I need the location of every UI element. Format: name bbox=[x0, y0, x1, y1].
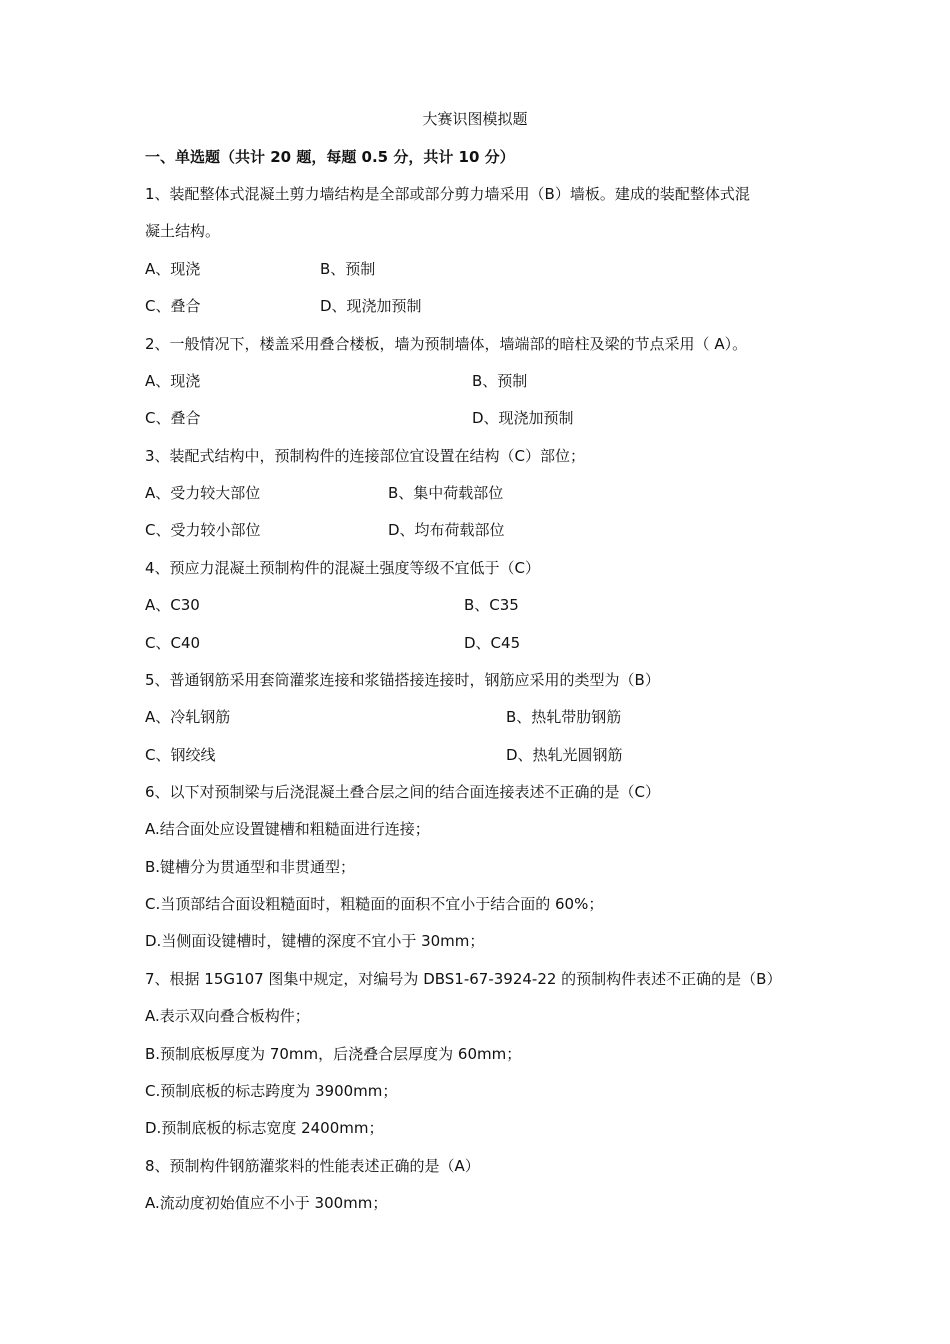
question-7-option-a: A.表示双向叠合板构件； bbox=[145, 1007, 310, 1025]
question-3-stem: 3、装配式结构中，预制构件的连接部位宜设置在结构（C）部位； bbox=[145, 447, 586, 465]
question-2-stem: 2、一般情况下，楼盖采用叠合楼板，墙为预制墙体，墙端部的暗柱及梁的节点采用（ A）。 bbox=[145, 335, 748, 353]
question-1-option-a: A、现浇 bbox=[145, 260, 201, 278]
question-1-stem-line2: 凝土结构。 bbox=[145, 222, 221, 240]
question-2-option-d: D、现浇加预制 bbox=[472, 409, 574, 427]
question-8-stem: 8、预制构件钢筋灌浆料的性能表述正确的是（A） bbox=[145, 1157, 480, 1175]
question-1-option-c: C、叠合 bbox=[145, 297, 201, 315]
question-1-option-b: B、预制 bbox=[320, 260, 376, 278]
question-3-option-c: C、受力较小部位 bbox=[145, 521, 261, 539]
question-5-option-d: D、热轧光圆钢筋 bbox=[506, 746, 623, 764]
question-4-option-d: D、C45 bbox=[464, 634, 521, 652]
question-6-option-c: C.当顶部结合面设粗糙面时，粗糙面的面积不宜小于结合面的 60%； bbox=[145, 895, 604, 913]
question-4-option-a: A、C30 bbox=[145, 596, 200, 614]
question-7-option-b: B.预制底板厚度为 70mm，后浇叠合层厚度为 60mm； bbox=[145, 1045, 522, 1063]
question-6-option-a: A.结合面处应设置键槽和粗糙面进行连接； bbox=[145, 820, 430, 838]
question-7-option-c: C.预制底板的标志跨度为 3900mm； bbox=[145, 1082, 398, 1100]
question-5-stem: 5、普通钢筋采用套筒灌浆连接和浆锚搭接连接时，钢筋应采用的类型为（B） bbox=[145, 671, 660, 689]
question-6-option-d: D.当侧面设键槽时，键槽的深度不宜小于 30mm； bbox=[145, 932, 485, 950]
question-6-stem: 6、以下对预制梁与后浇混凝土叠合层之间的结合面连接表述不正确的是（C） bbox=[145, 783, 661, 801]
question-2-option-a: A、现浇 bbox=[145, 372, 201, 390]
question-4-stem: 4、预应力混凝土预制构件的混凝土强度等级不宜低于（C） bbox=[145, 559, 541, 577]
question-4-option-c: C、C40 bbox=[145, 634, 201, 652]
question-4-option-b: B、C35 bbox=[464, 596, 519, 614]
question-1-option-d: D、现浇加预制 bbox=[320, 297, 422, 315]
question-2-option-c: C、叠合 bbox=[145, 409, 201, 427]
question-2-option-b: B、预制 bbox=[472, 372, 528, 390]
section-heading: 一、单选题（共计 20 题，每题 0.5 分，共计 10 分） bbox=[145, 148, 515, 166]
question-5-option-c: C、钢绞线 bbox=[145, 746, 216, 764]
question-7-stem: 7、根据 15G107 图集中规定，对编号为 DBS1-67-3924-22 的预制构件表述不正确的是（B） bbox=[145, 970, 782, 988]
document-title: 大赛识图模拟题 bbox=[422, 110, 528, 128]
question-3-option-b: B、集中荷载部位 bbox=[388, 484, 504, 502]
question-5-option-b: B、热轧带肋钢筋 bbox=[506, 708, 622, 726]
question-6-option-b: B.键槽分为贯通型和非贯通型； bbox=[145, 858, 356, 876]
question-3-option-a: A、受力较大部位 bbox=[145, 484, 261, 502]
question-8-option-a: A.流动度初始值应不小于 300mm； bbox=[145, 1194, 388, 1212]
question-1-stem-line1: 1、装配整体式混凝土剪力墙结构是全部或部分剪力墙采用（B）墙板。建成的装配整体式混 bbox=[145, 185, 750, 203]
question-3-option-d: D、均布荷载部位 bbox=[388, 521, 505, 539]
question-7-option-d: D.预制底板的标志宽度 2400mm； bbox=[145, 1119, 384, 1137]
question-5-option-a: A、冷轧钢筋 bbox=[145, 708, 231, 726]
